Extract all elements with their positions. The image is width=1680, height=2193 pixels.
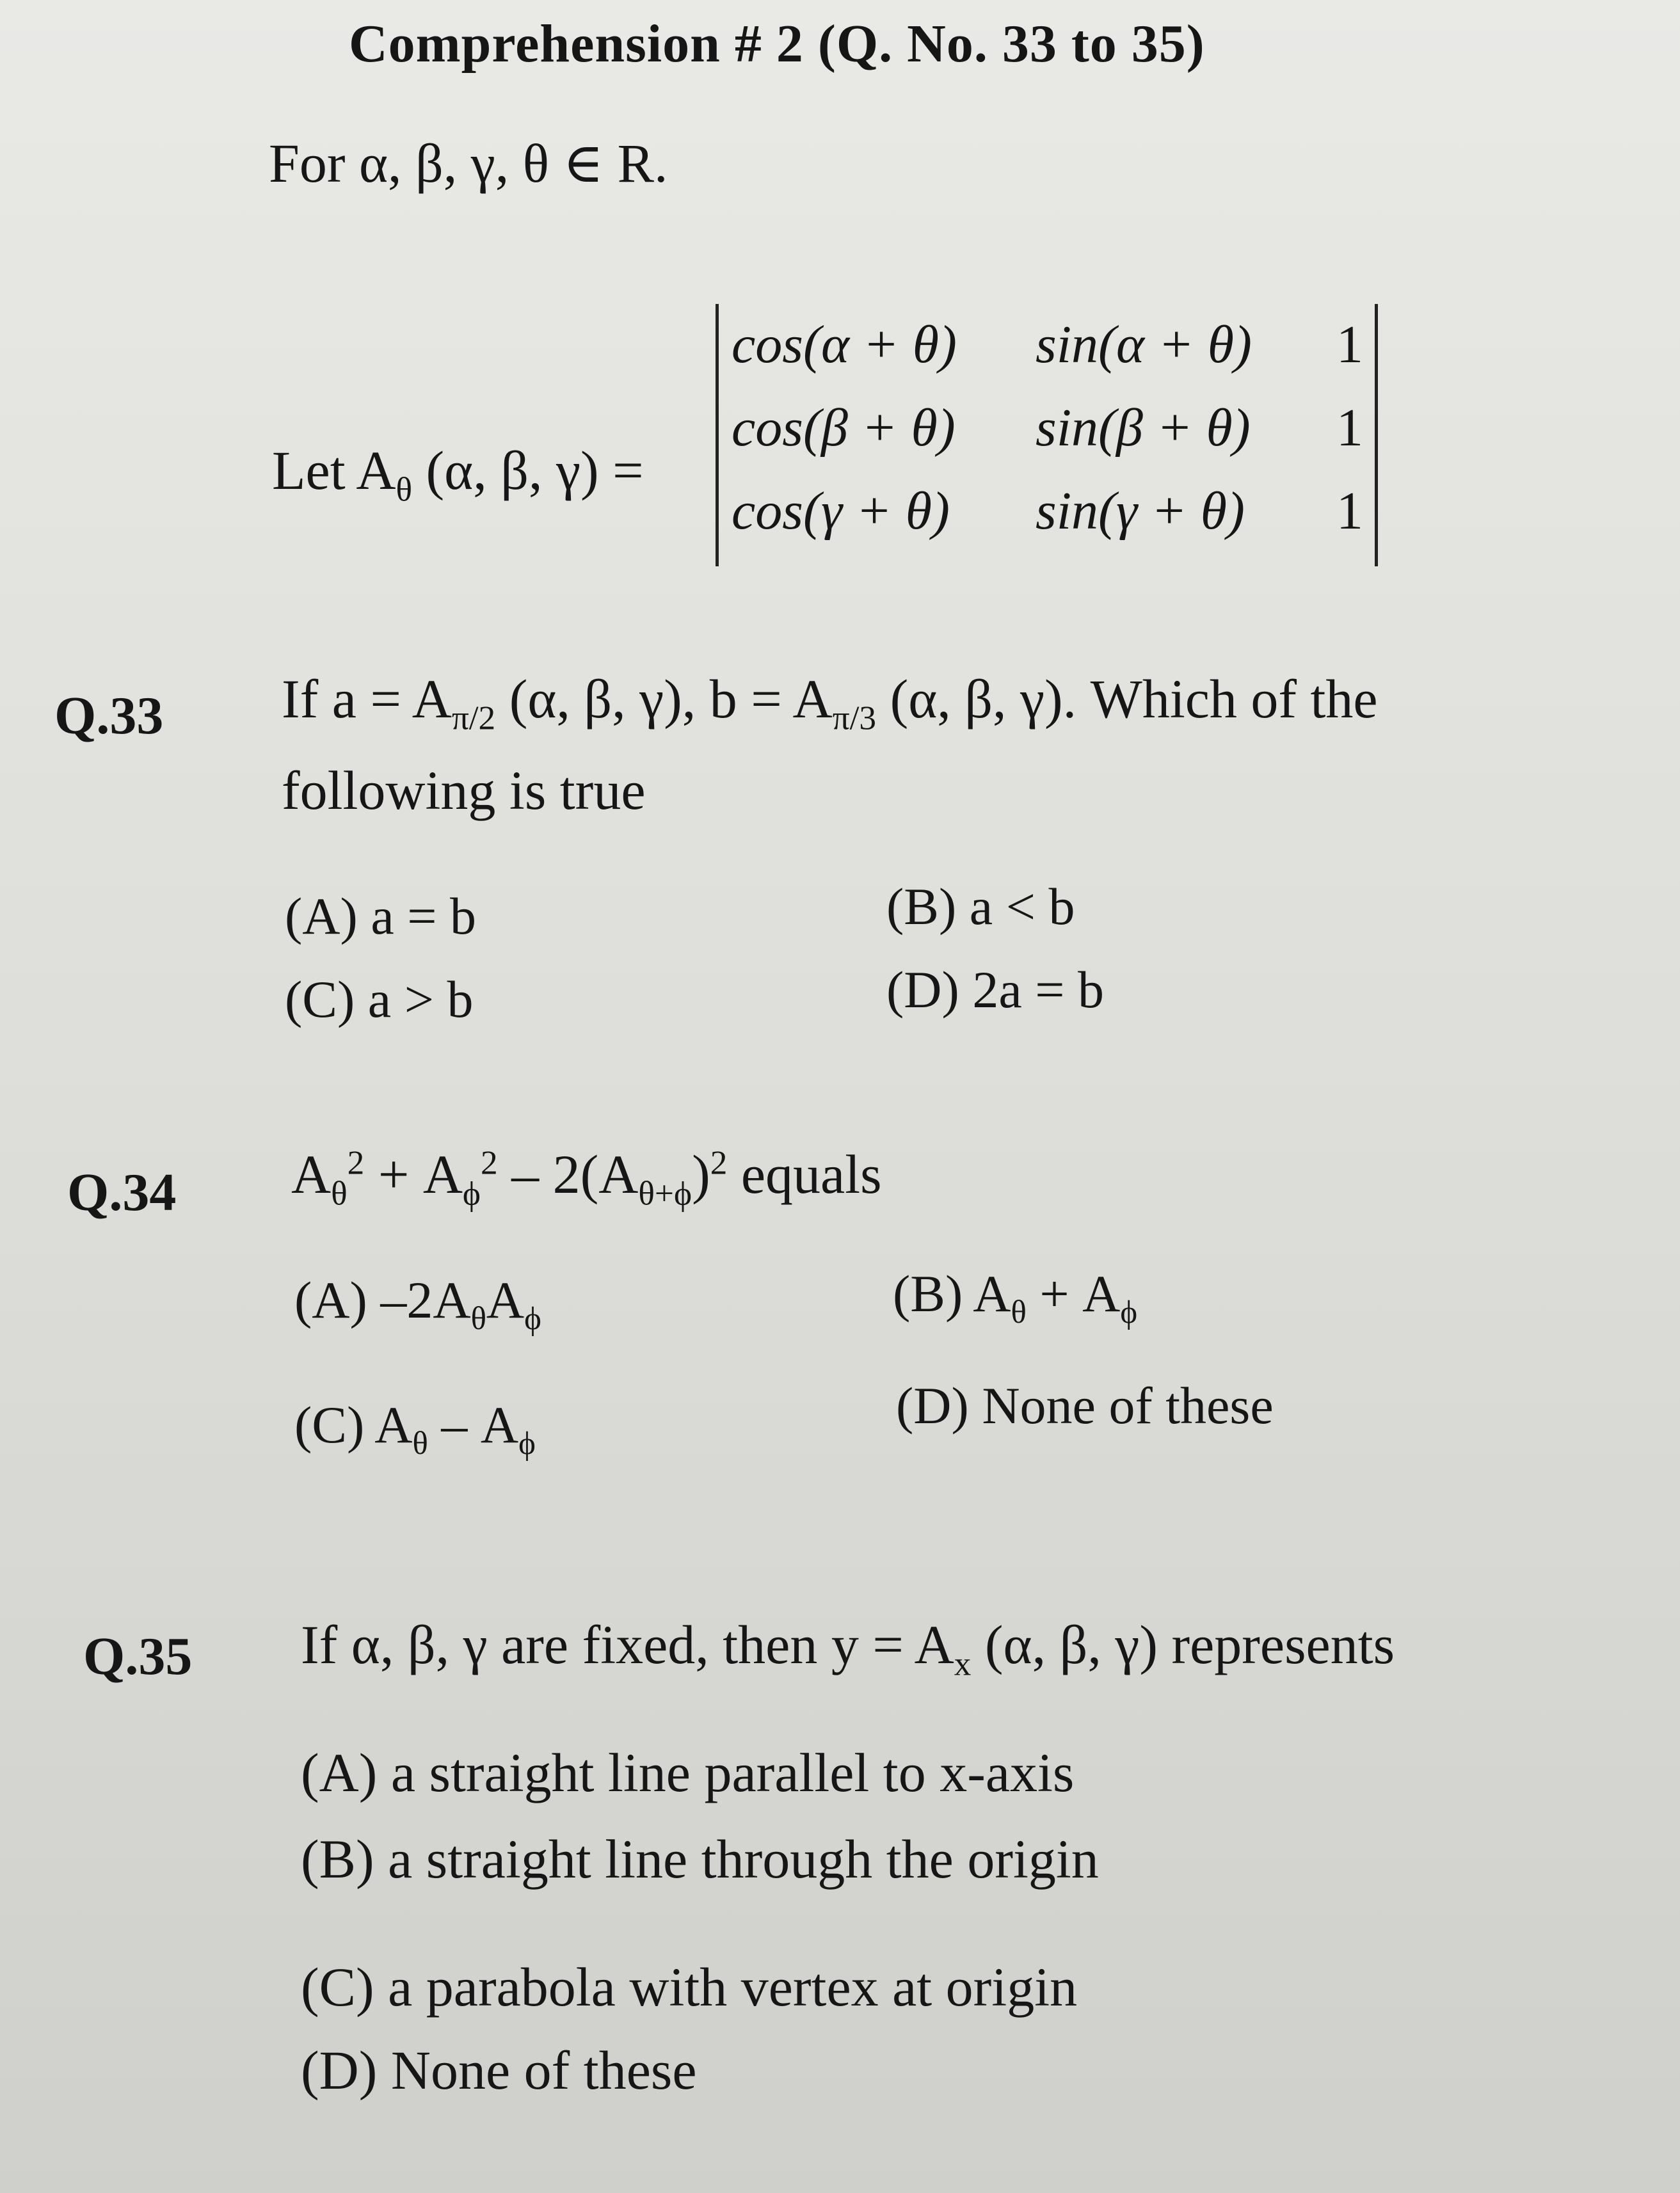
lhs-suffix: (α, β, γ) = [412, 440, 644, 501]
cell-1-1: cos(α + θ) [732, 315, 957, 374]
q34-option-c-sub1: θ [412, 1424, 428, 1461]
q33-text-part3: (α, β, γ). Which of the [876, 668, 1378, 730]
q34-option-c [294, 1395, 536, 1461]
q35-option-a: (A) a straight line parallel to x-axis [301, 1742, 1075, 1803]
lhs-prefix: Let A [272, 440, 396, 501]
q35-sub1: x [954, 1644, 972, 1683]
q34-term2-sub: ϕ [462, 1174, 481, 1213]
q34-term3-sub: θ+ϕ [638, 1174, 692, 1213]
q34-number: Q.34 [67, 1163, 177, 1222]
comprehension-heading: Comprehension # 2 (Q. No. 33 to 35) [349, 14, 1205, 74]
q35-text-part2: (α, β, γ) represents [971, 1614, 1395, 1675]
q34-term4: ) [692, 1144, 710, 1205]
q34-option-b-sub1: θ [1011, 1293, 1027, 1330]
determinant-row-2 [719, 397, 1375, 474]
q33-number: Q.33 [54, 686, 164, 746]
q34-option-a-part1: (A) –2A [294, 1271, 471, 1329]
determinant-row-1 [719, 314, 1375, 390]
cell-2-2: sin(β + θ) [1036, 398, 1251, 458]
cell-2-1: cos(β + θ) [732, 398, 956, 458]
q34-term1-sub: θ [331, 1174, 348, 1213]
q34-term4-sup: 2 [710, 1143, 728, 1182]
q34-option-b-part2: + A [1026, 1264, 1121, 1323]
cell-1-2: sin(α + θ) [1036, 315, 1252, 374]
q35-option-c: (C) a parabola with vertex at origin [301, 1956, 1078, 2018]
q34-option-c-sub2: ϕ [518, 1424, 536, 1461]
cell-3-2: sin(γ + θ) [1036, 481, 1245, 541]
q34-option-b-sub2: ϕ [1120, 1293, 1138, 1330]
q34-option-d: (D) None of these [896, 1376, 1274, 1435]
q34-option-c-part1: (C) A [294, 1396, 413, 1454]
q34-option-a-part2: A [486, 1271, 525, 1329]
q33-text-part1: If a = A [282, 668, 452, 730]
q34-option-c-part2: – A [428, 1396, 519, 1454]
q33-text-line2: following is true [282, 760, 646, 821]
q35-text-part1: If α, β, γ are fixed, then y = A [301, 1614, 954, 1675]
intro-statement: For α, β, γ, θ ∈ R. [269, 132, 668, 194]
cell-3-1: cos(γ + θ) [732, 481, 950, 541]
q34-term3: – 2(A [497, 1144, 639, 1205]
determinant-row-3 [719, 480, 1375, 557]
q33-option-b: (B) a < b [886, 877, 1075, 936]
q35-number: Q.35 [83, 1627, 193, 1686]
q35-option-d: (D) None of these [301, 2039, 697, 2101]
cell-1-3: 1 [1336, 315, 1363, 374]
q33-option-d: (D) 2a = b [886, 961, 1104, 1019]
q34-option-b [893, 1264, 1138, 1330]
q34-term5: equals [727, 1144, 882, 1205]
q33-sub1: π/2 [451, 698, 496, 737]
q33-text-line1 [282, 667, 1378, 737]
q35-text [301, 1613, 1395, 1683]
q33-sub2: π/3 [832, 698, 877, 737]
q33-option-a: (A) a = b [285, 887, 476, 945]
q34-term1: A [291, 1144, 332, 1205]
q34-expression [291, 1142, 882, 1213]
q34-option-b-part1: (B) A [893, 1264, 1011, 1323]
q33-text-part2: (α, β, γ), b = A [495, 668, 833, 730]
q35-option-b: (B) a straight line through the origin [301, 1828, 1099, 1890]
lhs-sub: θ [396, 470, 413, 509]
q34-option-a-sub1: θ [470, 1300, 486, 1336]
cell-2-3: 1 [1336, 398, 1363, 458]
q34-option-a [294, 1270, 541, 1336]
q34-option-a-sub2: ϕ [524, 1300, 541, 1336]
definition-lhs [272, 438, 644, 509]
q34-term2: + A [364, 1144, 463, 1205]
q34-term1-sup: 2 [347, 1143, 365, 1182]
cell-3-3: 1 [1336, 481, 1363, 541]
determinant [716, 304, 1378, 566]
q33-option-c: (C) a > b [285, 970, 474, 1028]
q34-term2-sup: 2 [480, 1143, 498, 1182]
